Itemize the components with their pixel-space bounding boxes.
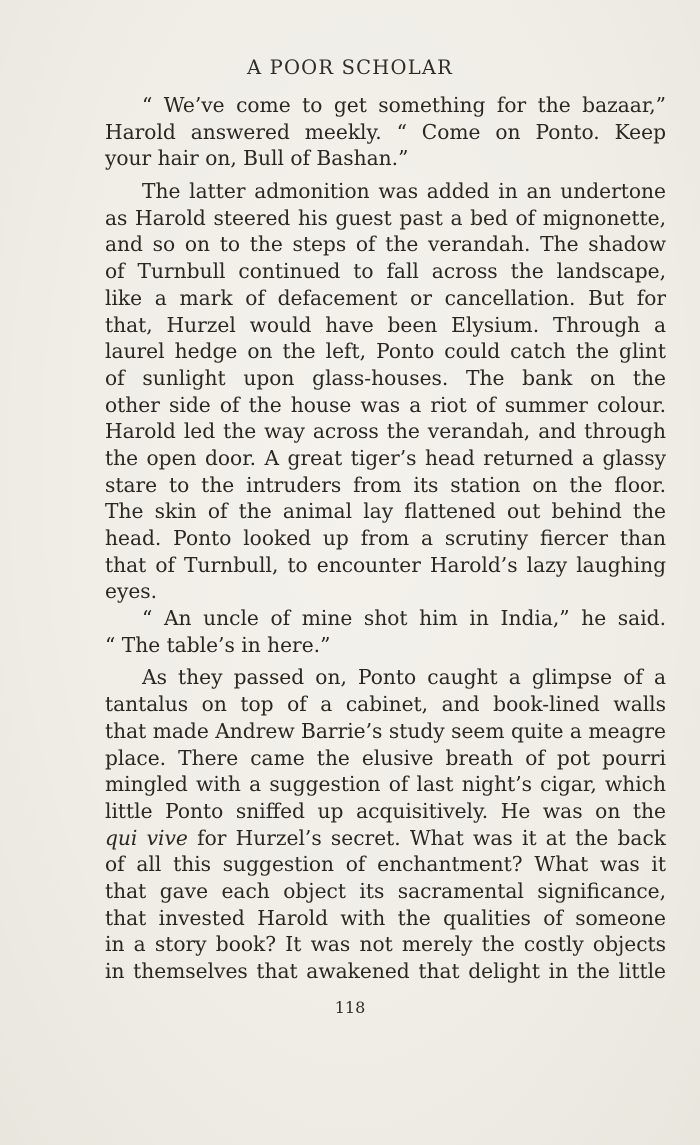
text-line: “ An uncle of mine shot him in India,” he said. — [142, 606, 666, 631]
text-line: “ We’ve come to get something for the bazaar,” — [142, 93, 666, 117]
text-line: tantalus on top of a cabinet, and book-lined walls — [105, 692, 666, 717]
text-line-with-italic — [105, 825, 666, 852]
text-line: place. There came the elusive breath of pot pourri — [105, 745, 666, 770]
text-line: eyes. — [105, 579, 158, 604]
text-line: As they passed on, Ponto caught a glimpse of a — [142, 665, 666, 690]
text-line: other side of the house was a riot of summer colour. — [105, 392, 666, 417]
text-line: mingled with a suggestion of last night’s cigar, which — [105, 772, 666, 797]
body-text — [105, 92, 666, 985]
text-line: in a story book? It was not merely the costly objects — [105, 932, 666, 957]
text-line: like a mark of defacement or cancellation. But for — [105, 285, 666, 310]
text-line: as Harold steered his guest past a bed of mignonette, — [105, 205, 666, 230]
text-line: stare to the intruders from its station on the floor. — [105, 472, 666, 497]
text-line: that gave each object its sacramental significance, — [105, 878, 666, 903]
text-line: your hair on, Bull of Bashan.” — [105, 146, 409, 171]
text-line: of Turnbull continued to fall across the landscape, — [105, 259, 666, 284]
text-line: “ The table’s in here.” — [105, 632, 331, 657]
text-line: Harold led the way across the verandah, and through — [105, 419, 666, 444]
page-number: 118 — [334, 998, 366, 1017]
text-line: laurel hedge on the left, Ponto could catch the glint — [105, 339, 666, 364]
italic-phrase: qui vive — [105, 825, 188, 850]
text-line: of all this suggestion of enchantment? What was it — [105, 852, 666, 877]
text-line: in themselves that awakened that delight in the little — [105, 959, 666, 983]
text-line: that, Hurzel would have been Elysium. Through a — [105, 312, 666, 337]
text-line: The skin of the animal lay flattened out behind the — [105, 499, 666, 524]
text-line: The latter admonition was added in an undertone — [142, 179, 666, 204]
text-line: and so on to the steps of the verandah. The shadow — [105, 232, 666, 257]
text-line: little Ponto sniffed up acquisitively. He was on the — [105, 798, 666, 823]
text-line: that invested Harold with the qualities of someone — [105, 905, 666, 930]
text-line: of sunlight upon glass-houses. The bank on the — [105, 365, 666, 390]
running-head: A POOR SCHOLAR — [246, 56, 454, 79]
text-line: Harold answered meekly. “ Come on Ponto. Keep — [105, 119, 666, 144]
text-line: the open door. A great tiger’s head returned a glassy — [105, 445, 666, 470]
text-line-rest: for Hurzel’s secret. What was it at the back — [197, 825, 666, 850]
text-line: that made Andrew Barrie’s study seem quite a meagre — [105, 718, 666, 743]
text-line: that of Turnbull, to encounter Harold’s lazy laughing — [105, 552, 666, 577]
text-line: head. Ponto looked up from a scrutiny fiercer than — [105, 526, 666, 550]
